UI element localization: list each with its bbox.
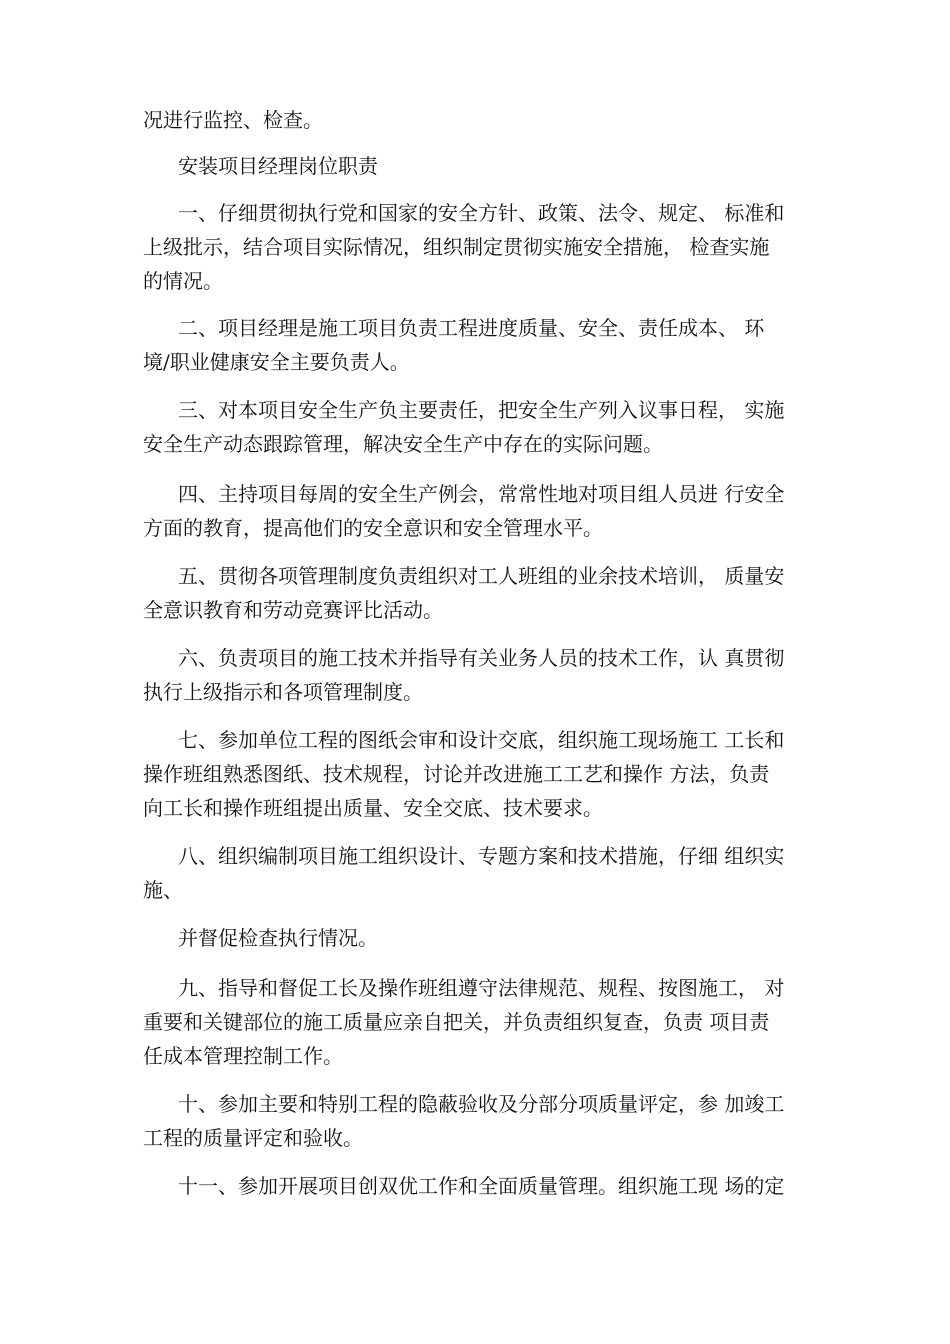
text-line: 况进行监控、检查。 bbox=[143, 108, 323, 132]
text-line: 七、参加单位工程的图纸会审和设计交底，组织施工现场施工 工长和 bbox=[178, 728, 785, 752]
text-line: 并督促检查执行情况。 bbox=[178, 926, 378, 950]
text-line: 境/职业健康安全主要负责人。 bbox=[143, 350, 410, 374]
text-line: 的情况。 bbox=[143, 269, 223, 293]
text-line: 施、 bbox=[143, 878, 183, 902]
text-line: 十、参加主要和特别工程的隐蔽验收及分部分项质量评定，参 加竣工 bbox=[178, 1092, 785, 1116]
text-line: 四、主持项目每周的安全生产例会，常常性地对项目组人员进 行安全 bbox=[178, 482, 785, 506]
text-line: 九、指导和督促工长及操作班组遵守法律规范、规程、按图施工， 对 bbox=[178, 976, 785, 1000]
text-line: 操作班组熟悉图纸、技术规程，讨论并改进施工工艺和操作 方法，负责 bbox=[143, 762, 770, 786]
text-line: 三、对本项目安全生产负主要责任，把安全生产列入议事日程， 实施 bbox=[178, 398, 785, 422]
text-line: 一、仔细贯彻执行党和国家的安全方针、政策、法令、规定、 标准和 bbox=[178, 201, 785, 225]
text-line: 全意识教育和劳动竞赛评比活动。 bbox=[143, 598, 443, 622]
text-line: 工程的质量评定和验收。 bbox=[143, 1126, 363, 1150]
text-line: 重要和关键部位的施工质量应亲自把关，并负责组织复查，负责 项目责 bbox=[143, 1010, 770, 1034]
text-line: 二、项目经理是施工项目负责工程进度质量、安全、责任成本、 环 bbox=[178, 316, 765, 340]
section-heading: 安装项目经理岗位职责 bbox=[178, 154, 378, 178]
text-line: 执行上级指示和各项管理制度。 bbox=[143, 680, 423, 704]
text-line: 安全生产动态跟踪管理，解决安全生产中存在的实际问题。 bbox=[143, 432, 663, 456]
text-line: 五、贯彻各项管理制度负责组织对工人班组的业余技术培训， 质量安 bbox=[178, 564, 785, 588]
text-line: 任成本管理控制工作。 bbox=[143, 1044, 343, 1068]
text-line: 方面的教育，提高他们的安全意识和安全管理水平。 bbox=[143, 516, 603, 540]
text-line: 上级批示，结合项目实际情况，组织制定贯彻实施安全措施， 检查实施 bbox=[143, 235, 770, 259]
text-line: 向工长和操作班组提出质量、安全交底、技术要求。 bbox=[143, 796, 603, 820]
text-line: 十一、参加开展项目创双优工作和全面质量管理。组织施工现 场的定 bbox=[178, 1174, 785, 1198]
text-line: 八、组织编制项目施工组织设计、专题方案和技术措施，仔细 组织实 bbox=[178, 844, 785, 868]
text-line: 六、负责项目的施工技术并指导有关业务人员的技术工作，认 真贯彻 bbox=[178, 646, 785, 670]
